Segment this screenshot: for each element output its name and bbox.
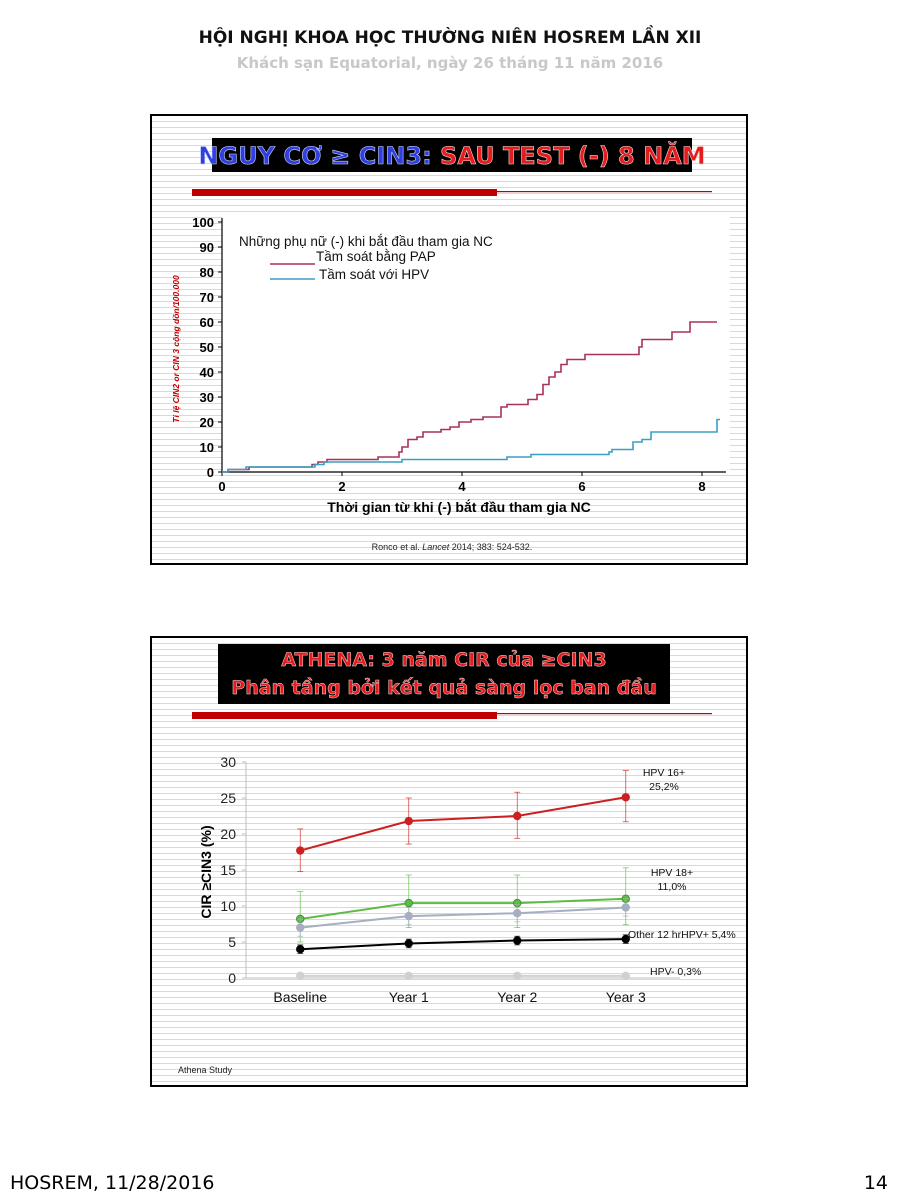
x-tick-label: 0 <box>218 479 226 494</box>
data-point-hpv-18-grey <box>622 904 630 912</box>
series-line-hpv-18-grey <box>300 907 626 927</box>
y-tick-label: 70 <box>199 290 214 305</box>
x-tick-label: 8 <box>698 479 706 494</box>
y-tick-label: 10 <box>220 898 236 914</box>
label-hpv-negative: HPV- 0,3% <box>650 966 702 978</box>
data-point-hpv-16 <box>296 847 304 855</box>
x-tick-label: 2 <box>338 479 346 494</box>
label-hpv16-name: HPV 16+ <box>642 767 686 779</box>
legend-label-pap: Tầm soát bằng PAP <box>316 249 436 264</box>
y-axis-title: Tỉ lệ CIN2 or CIN 3 cộng dồn/100.000 <box>171 275 181 423</box>
slide-1-title-part2: SAU TEST (-) 8 NĂM <box>440 142 706 170</box>
y-tick-label: 20 <box>199 415 214 430</box>
slide-1-title-part1: NGUY CƠ ≥ CIN3: <box>198 142 432 170</box>
citation-journal: Lancet <box>422 542 450 552</box>
data-point-hpv-16 <box>405 817 413 825</box>
y-tick-label: 90 <box>199 240 214 255</box>
slide-2-accent-bar <box>192 712 497 719</box>
legend-label-hpv: Tầm soát với HPV <box>319 267 430 282</box>
y-tick-label: 20 <box>220 826 236 842</box>
slide-2-title-line2: Phân tầng bởi kết quả sàng lọc ban đầu <box>231 677 657 699</box>
data-point-hpv <box>405 972 413 980</box>
slide-1-accent-bar <box>192 189 497 196</box>
slide-1 <box>150 114 748 565</box>
data-point-hpv <box>296 972 304 980</box>
label-hpv16-value: 25,2% <box>649 781 679 793</box>
conference-subtitle: Khách sạn Equatorial, ngày 26 tháng 11 năm 2016 <box>236 54 664 72</box>
slide-1-accent-line <box>497 191 712 192</box>
y-tick-label: 50 <box>199 340 214 355</box>
y-tick-label: 15 <box>220 862 236 878</box>
athena-cir-chart <box>198 754 736 1005</box>
x-axis-title: Thời gian từ khi (-) bắt đầu tham gia NC <box>327 499 591 515</box>
x-tick-label: Baseline <box>273 989 328 1005</box>
y-tick-label: 10 <box>199 440 214 455</box>
data-point-other-12-hrhpv <box>405 940 413 948</box>
slide-2-accent-line <box>497 713 712 714</box>
y-tick-label: 30 <box>199 390 214 405</box>
citation-authors: Ronco et al. <box>371 542 423 552</box>
y-tick-label: 60 <box>199 315 214 330</box>
slide-1-citation <box>372 542 533 552</box>
data-point-other-12-hrhpv <box>296 945 304 953</box>
citation-details: 2014; 383: 524-532. <box>449 542 533 552</box>
x-tick-label: Year 3 <box>605 989 646 1005</box>
y-tick-label: 0 <box>206 465 214 480</box>
page-number: 14 <box>863 1172 888 1194</box>
data-point-hpv-16 <box>513 812 521 820</box>
series-line-other-12-hrhpv <box>300 939 626 949</box>
y-tick-label: 80 <box>199 265 214 280</box>
data-point-hpv-18-grey <box>405 912 413 920</box>
series-line-hpv-16 <box>300 797 626 850</box>
series-line-hpv-18 <box>300 899 626 919</box>
data-point-hpv-16 <box>622 793 630 801</box>
data-point-other-12-hrhpv <box>513 937 521 945</box>
y-tick-label: 40 <box>199 365 214 380</box>
slide-1-plot-background <box>222 216 730 474</box>
y-tick-label: 0 <box>228 970 236 986</box>
y-tick-label: 25 <box>220 790 236 806</box>
y-tick-label: 30 <box>220 754 236 770</box>
label-hpv18-value: 11,0% <box>657 881 687 893</box>
data-point-hpv <box>622 972 630 980</box>
slide-2-canvas <box>152 638 746 1085</box>
footer-date: HOSREM, 11/28/2016 <box>10 1172 215 1194</box>
legend-title: Những phụ nữ (-) khi bắt đầu tham gia NC <box>239 234 493 249</box>
label-hpv18-name: HPV 18+ <box>650 867 694 879</box>
y-tick-label: 100 <box>192 215 214 230</box>
data-point-hpv <box>513 972 521 980</box>
x-tick-label: 6 <box>578 479 586 494</box>
y-tick-label: 5 <box>228 934 236 950</box>
slide-2 <box>150 636 748 1087</box>
conference-title: HỘI NGHỊ KHOA HỌC THƯỜNG NIÊN HOSREM LẦN XII <box>198 28 702 48</box>
slide-2-title-line1: ATHENA: 3 năm CIR của ≥CIN3 <box>281 649 607 671</box>
y-axis-title: CIR ≥CIN3 (%) <box>198 825 214 919</box>
slide-1-title <box>198 140 705 170</box>
x-tick-label: Year 1 <box>388 989 429 1005</box>
label-other-hrhpv: Other 12 hrHPV+ 5,4% <box>628 929 736 941</box>
slide-2-footnote: Athena Study <box>178 1065 233 1075</box>
data-point-hpv-18 <box>405 899 413 907</box>
x-tick-label: 4 <box>458 479 466 494</box>
data-point-hpv-18-grey <box>513 909 521 917</box>
slide-1-canvas <box>152 116 746 563</box>
x-tick-label: Year 2 <box>497 989 538 1005</box>
data-point-hpv-18-grey <box>296 924 304 932</box>
